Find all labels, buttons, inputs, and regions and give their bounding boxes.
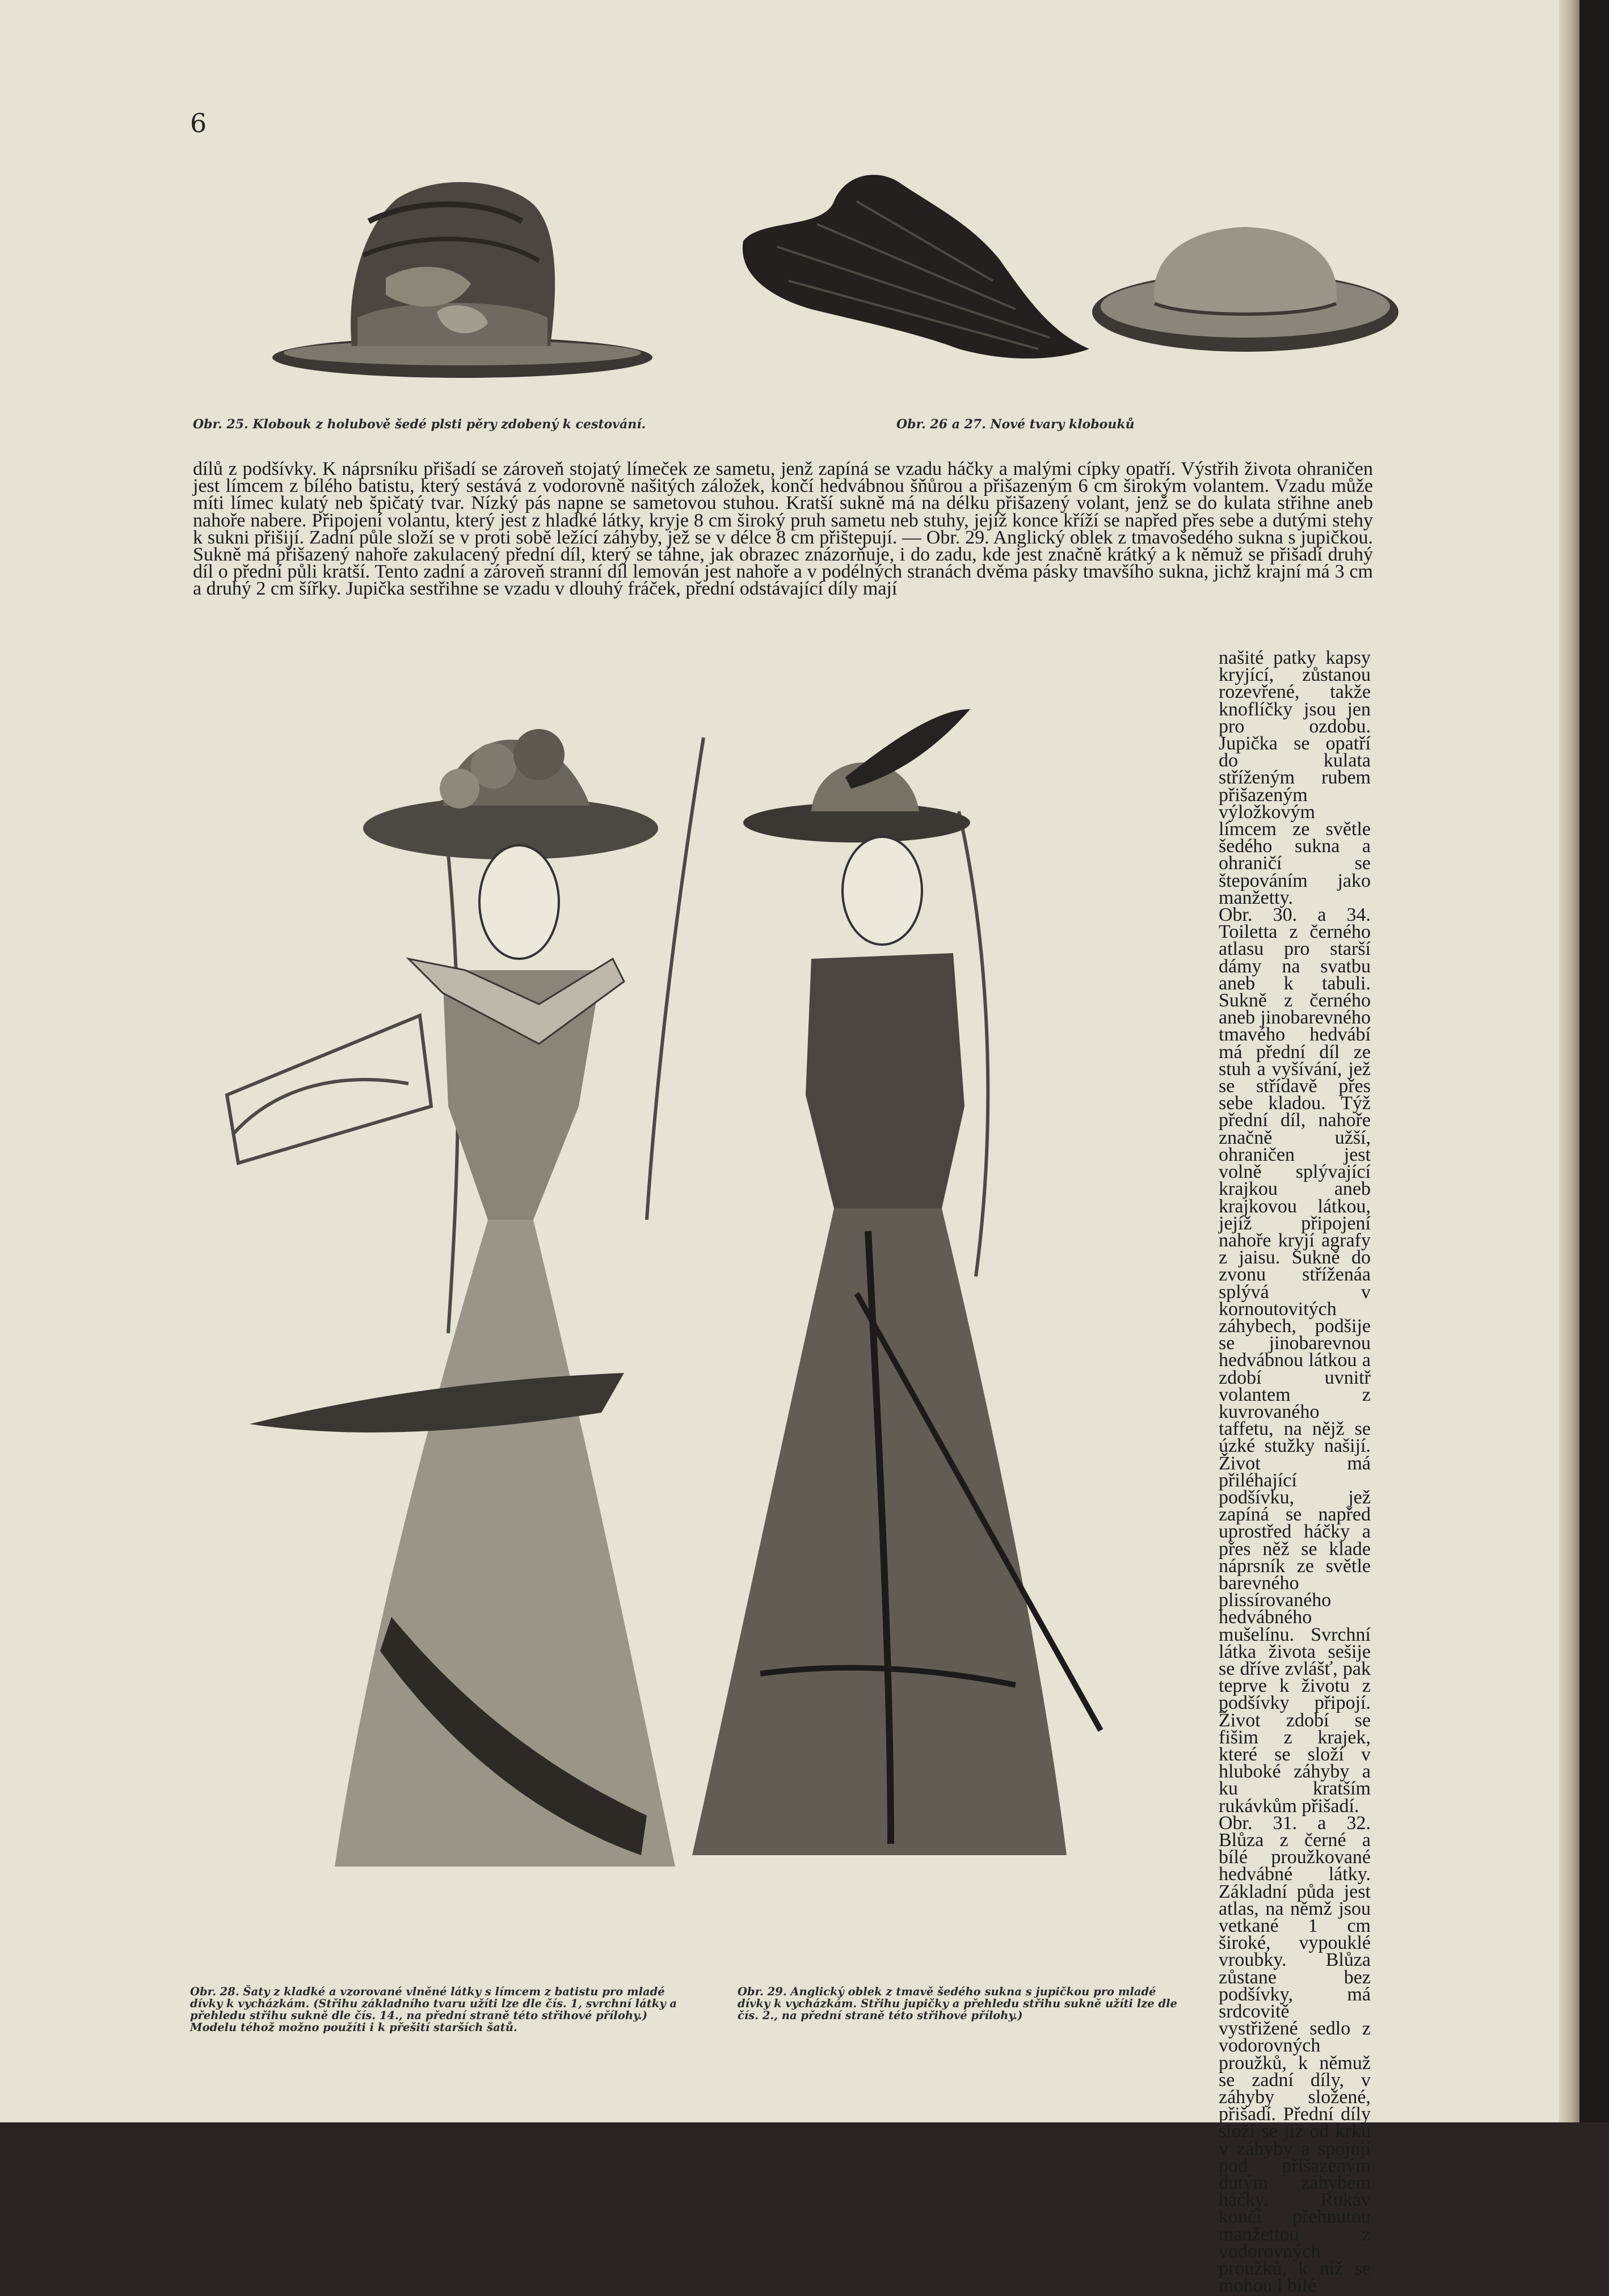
hat-illustration-fig27 <box>1086 218 1404 366</box>
hat-illustration-fig26 <box>732 167 1095 372</box>
article-side-column <box>1219 647 1371 2296</box>
fashion-plate-illustration-fig28-29 <box>193 652 1203 1980</box>
figure-caption-28 <box>190 1986 689 2033</box>
figure-caption-29: Obr. 29. Anglický oblek z tmavě šedého sukna s jupičkou pro mladé dívky k vycházkám. Střihu jupičky a přehledu střihu sukně užíti lze dle čís. 2., na přední straně této střihové přílohy.) <box>738 1985 1177 2022</box>
page-binding-edge <box>1559 0 1579 2122</box>
article-side-column-text: našité patky kapsy kryjící, zůstanou rozevřené, takže knoflíčky jsou jen pro ozdobu. Jupička se opatří do kulata stříženým rubem přišazeným výložkovým límcem ze světle šedého sukna a ohraničí se štepováním jako manžetty. Obr. 30. a 34. Toiletta z černého atlasu pro starší dámy na svatbu aneb k tabuli. Sukně z černého aneb jinobarevného tmavého hedvábí má přední díl ze stuh a vyšívání, jež se střídavě přes sebe kladou. Týž přední díl, nahoře značně užší, ohraničen jest volně splývající krajkou aneb krajkovou látkou, jejíž připojení nahoře kryjí agrafy z jaisu. Sukně do zvonu stříženáa splývá v kornoutovitých záhybech, podšije se jinobarevnou hedvábnou látkou a zdobí uvnitř volantem z kuvrovaného taffetu, na nějž se úzké stužky našijí. Život má přiléhající podšívku, jež zapíná se napřed uprostřed háčky a přes něž se klade náprsník ze světle barevného plissírovaného hedvábného mušelínu. Svrchní látka života sešije se dříve zvlášť, pak teprve k životu z podšívky připojí. Život zdobí se fišim z krajek, které se složí v hluboké záhyby a ku kratším rukávkům přišadí. Obr. 31. a 32. Blůza z černé a bílé proužkované hedvábné látky. Základní půda jest atlas, na němž jsou vetkané 1 cm široké, vypouklé vroubky. Blůza zůstane bez podšívky, má srdcovitě vystřižené sedlo z vodorovných proužků, k němuž se zadní díly, v záhyby složené, přišadí. Přední díly složí se již od krku v záhyby a spojují pod přišazeným dutým záhybem háčky. Rukáv končí přehnutou manžettou z vodorovných proužků, k níž se mohou i bílé <box>1219 647 1371 2296</box>
figure-caption-28-text: Obr. 28. Šaty z kladké a vzorované vlněné látky s límcem z batistu pro mladé dívky k vycházkám. (Střihu základního tvaru užíti lze dle čís. 1, svrchní látky a přehledu střihu sukně dle čís. 14., na přední straně této střihové přílohy.) Modelu téhož možno použíti i k přešití starších šatů. <box>190 1985 677 2034</box>
scan-background <box>1579 0 1609 2122</box>
page-number: 6 <box>190 108 207 138</box>
article-intro-paragraph <box>193 458 1373 600</box>
figure-caption-25: Obr. 25. Klobouk z holubově šedé plsti pěry zdobený k cestování. <box>193 417 646 432</box>
article-intro-text: dílů z podšívky. K náprsníku přišadí se zároveň stojatý límeček ze sametu, jenž zapíná se vzadu háčky a malými cípky opatří. Výstřih života ohraničen jest límcem z bílého batistu, který sestává z vodorovně našitých záložek, končí hedvábnou šňůrou a přišazeným 6 cm širokým volantem. Vzadu může míti límec kulatý neb špičatý tvar. Nízký pás napne se sametovou stuhou. Kratší sukně má na délku přišazený volant, jenž se do kulata střihne aneb nahoře nabere. Připojení volantu, který jest z hladké látky, kryje 8 cm široký pruh sametu neb stuhy, jejíž konce kříží se napřed přes sebe a dutými stehy k sukni přišijí. Zadní půle složí se v proti sobě ležící záhyby, jež se v délce 8 cm přištepují. — Obr. 29. Anglický oblek z tmavošedého sukna s jupičkou. Sukně má přišazený nahoře zakulacený přední díl, který se táhne, jak obrazec znázorňuje, i do zadu, kde jest značně krátký a k němuž se přišadí druhý díl o přední půli kratší. Tento zadní a zároveň stranní díl lemován jest nahoře a v podélných stranách dvěma pásky tmavšího sukna, jichž krajní má 3 cm a druhý 2 cm šířky. Jupička sestřihne se vzadu v dlouhý fráček, přední odstávající díly mají <box>193 458 1373 600</box>
hat-illustration-fig25 <box>267 176 658 386</box>
figure-caption-26-27: Obr. 26 a 27. Nové tvary klobouků <box>896 417 1135 432</box>
